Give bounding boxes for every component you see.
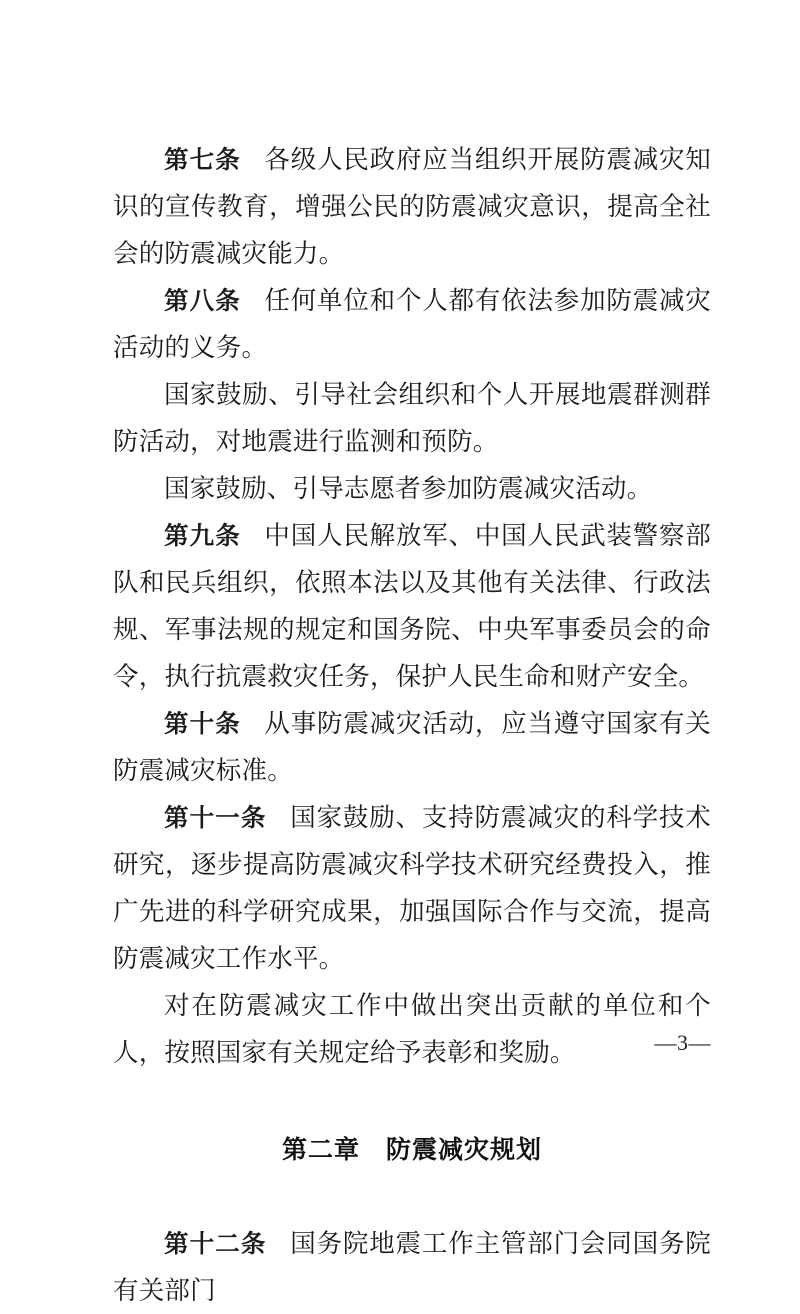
chapter-heading-spacer-bottom bbox=[113, 1173, 711, 1220]
paragraph-article-9 bbox=[113, 512, 711, 700]
chapter-heading-spacer-top bbox=[113, 1076, 711, 1126]
paragraph-article-11-sub-1 bbox=[113, 982, 711, 1076]
article-text-12: 国务院地震工作主管部门会同国务院有关部门 bbox=[113, 1229, 712, 1305]
article-text-10: 从事防震减灾活动，应当遵守国家有关防震减灾标准。 bbox=[113, 709, 712, 785]
article-text-11: 国家鼓励、支持防震减灾的科学技术研究，逐步提高防震减灾科学技术研究经费投入，推广先进的科学研究成果，加强国际合作与交流，提高防震减灾工作水平。 bbox=[113, 803, 712, 973]
document-body bbox=[113, 136, 711, 1314]
paragraph-article-12 bbox=[113, 1220, 711, 1314]
paragraph-article-8-sub-2 bbox=[113, 465, 711, 512]
article-text-8: 任何单位和个人都有依法参加防震减灾活动的义务。 bbox=[113, 286, 712, 362]
article-label-7: 第七条 bbox=[164, 145, 241, 174]
chapter-heading bbox=[113, 1126, 711, 1173]
article-label-10: 第十条 bbox=[164, 709, 241, 738]
page-number: —3— bbox=[654, 1030, 711, 1055]
article-text-9: 中国人民解放军、中国人民武装警察部队和民兵组织，依照本法以及其他有关法律、行政法规、军事法规的规定和国务院、中央军事委员会的命令，执行抗震救灾任务，保护人民生命和财产安全。 bbox=[113, 521, 712, 691]
article-text-8-sub-2: 国家鼓励、引导志愿者参加防震减灾活动。 bbox=[164, 474, 653, 503]
article-text-8-sub-1: 国家鼓励、引导社会组织和个人开展地震群测群防活动，对地震进行监测和预防。 bbox=[113, 380, 711, 456]
article-label-9: 第九条 bbox=[164, 521, 241, 550]
paragraph-article-8 bbox=[113, 277, 711, 371]
article-label-8: 第八条 bbox=[164, 286, 241, 315]
paragraph-article-7 bbox=[113, 136, 711, 277]
article-text-7: 各级人民政府应当组织开展防震减灾知识的宣传教育，增强公民的防震减灾意识，提高全社会的防震减灾能力。 bbox=[113, 145, 712, 268]
article-text-11-sub-1: 对在防震减灾工作中做出突出贡献的单位和个人，按照国家有关规定给予表彰和奖励。 bbox=[113, 991, 711, 1067]
article-label-12: 第十二条 bbox=[164, 1229, 267, 1258]
paragraph-article-10 bbox=[113, 700, 711, 794]
chapter-title: 防震减灾规划 bbox=[386, 1135, 543, 1164]
paragraph-article-11 bbox=[113, 794, 711, 982]
paragraph-article-8-sub-1 bbox=[113, 371, 711, 465]
article-label-11: 第十一条 bbox=[164, 803, 267, 832]
chapter-number: 第二章 bbox=[281, 1135, 360, 1164]
